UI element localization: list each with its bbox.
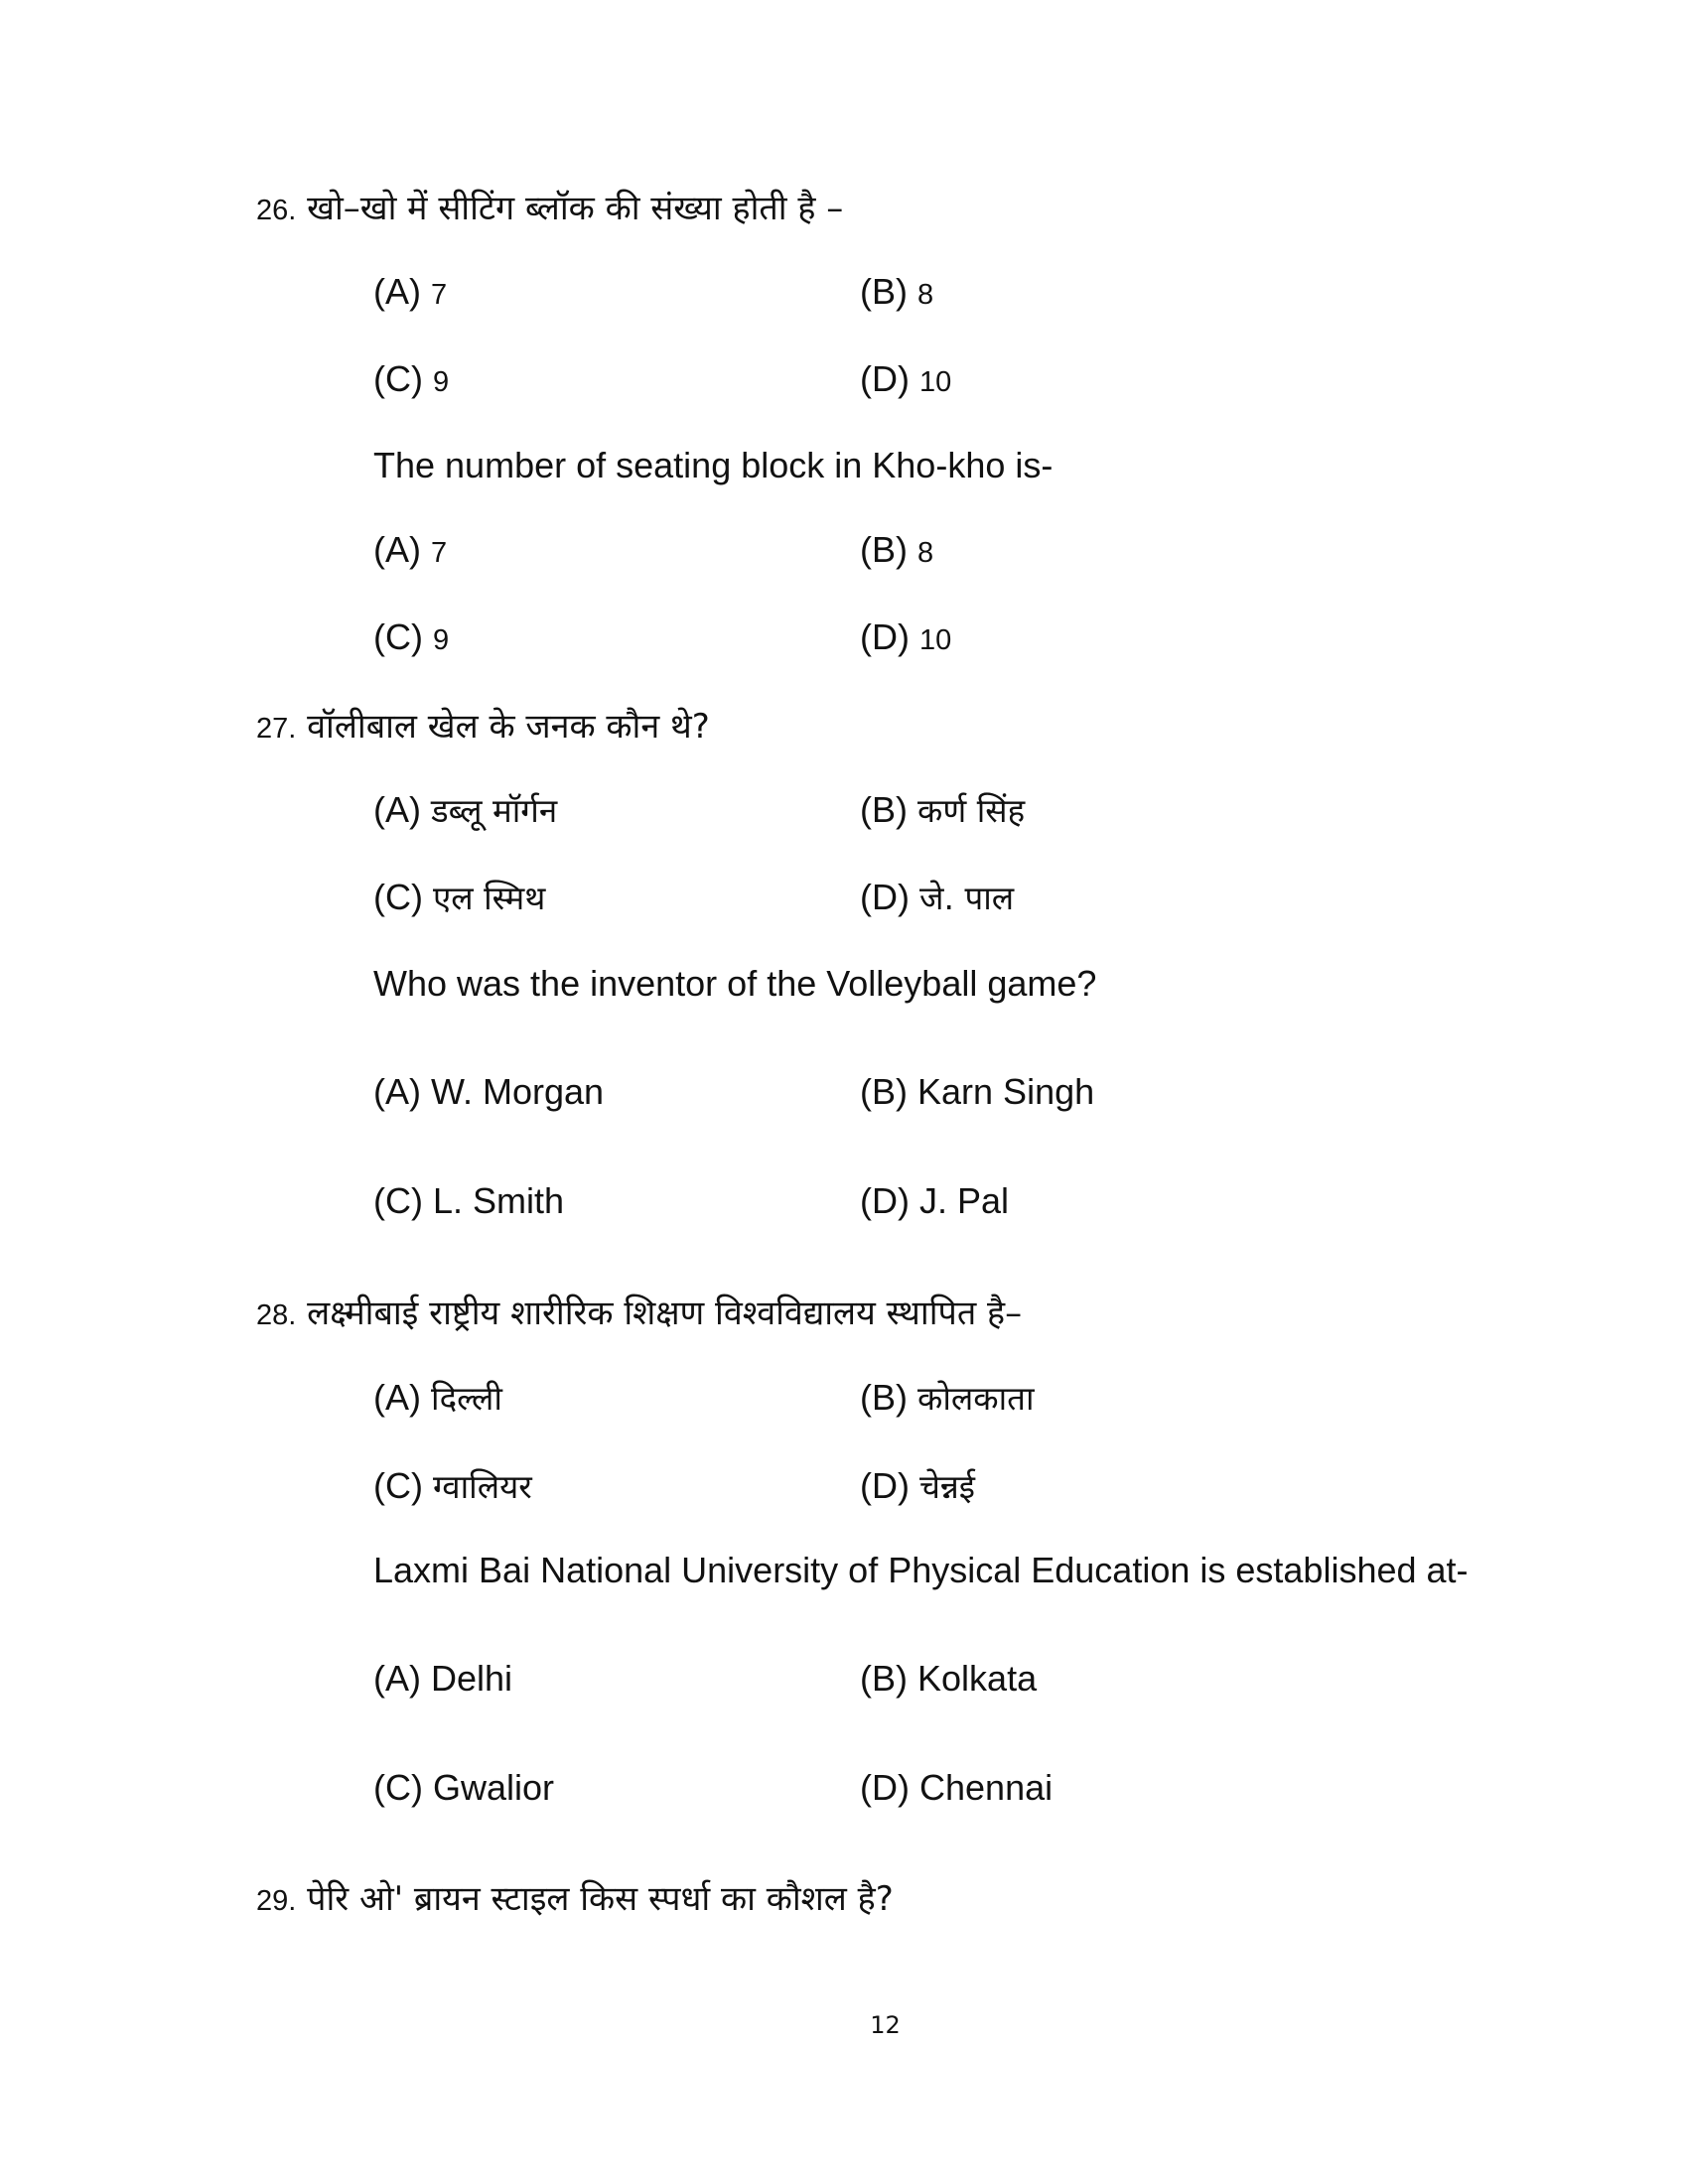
- option-text: Delhi: [431, 1658, 513, 1699]
- q26-en-option-a: [373, 529, 447, 571]
- q28-en-option-d: [860, 1767, 1053, 1809]
- option-text: 7: [431, 537, 448, 569]
- q26-hi-option-c: [373, 358, 449, 400]
- option-text: 10: [919, 366, 952, 398]
- option-label: (C): [373, 358, 423, 399]
- option-text: 7: [431, 279, 448, 311]
- question-28-english: Laxmi Bai National University of Physical Education is established at-: [373, 1550, 1469, 1590]
- option-text: 8: [917, 537, 934, 569]
- option-text: कोलकाता: [917, 1379, 1035, 1418]
- option-label: (C): [373, 1180, 423, 1221]
- q27-hi-option-c: [373, 875, 545, 919]
- q26-en-option-c: [373, 616, 449, 658]
- question-28-hindi: [256, 1289, 1022, 1334]
- option-text: डब्लू मॉर्गन: [431, 791, 558, 830]
- q27-en-option-b: [860, 1071, 1094, 1113]
- option-label: (D): [860, 1465, 910, 1506]
- option-text: Gwalior: [433, 1767, 555, 1808]
- option-text: J. Pal: [919, 1180, 1010, 1221]
- option-text: जे. पाल: [919, 879, 1015, 917]
- option-label: (C): [373, 1767, 423, 1808]
- option-label: (D): [860, 1767, 910, 1808]
- q28-hi-option-b: [860, 1375, 1035, 1420]
- option-label: (D): [860, 1180, 910, 1221]
- q28-en-option-b: [860, 1658, 1037, 1700]
- question-29-text-hi: पेरि ओ' ब्रायन स्टाइल किस स्पर्धा का कौशल है?: [307, 1879, 894, 1919]
- page-number: 12: [870, 2011, 901, 2039]
- option-label: (C): [373, 1465, 423, 1506]
- q26-en-option-b: [860, 529, 933, 571]
- q26-en-option-d: [860, 616, 951, 658]
- question-26-text-hi: खो–खो में सीटिंग ब्लॉक की संख्या होती है –: [307, 189, 844, 228]
- option-label: (B): [860, 529, 908, 570]
- option-label: (B): [860, 1377, 908, 1418]
- option-label: (B): [860, 789, 908, 830]
- option-label: (B): [860, 1658, 908, 1699]
- option-label: (A): [373, 1658, 421, 1699]
- option-label: (C): [373, 877, 423, 917]
- option-label: (B): [860, 271, 908, 312]
- option-text: Karn Singh: [917, 1071, 1095, 1112]
- option-text: चेन्नई: [919, 1467, 975, 1506]
- q27-hi-option-a: [373, 787, 557, 832]
- option-text: L. Smith: [433, 1180, 565, 1221]
- question-26-hindi: [256, 184, 843, 229]
- question-29-number: 29.: [256, 1885, 297, 1917]
- option-label: (B): [860, 1071, 908, 1112]
- option-label: (A): [373, 529, 421, 570]
- question-27-hindi: [256, 702, 710, 748]
- option-text: कर्ण सिंह: [917, 791, 1026, 830]
- question-27-number: 27.: [256, 713, 297, 745]
- question-26-english: The number of seating block in Kho-kho is-: [373, 445, 1054, 485]
- q27-hi-option-b: [860, 787, 1025, 832]
- option-text: Chennai: [919, 1767, 1054, 1808]
- question-26-number: 26.: [256, 195, 297, 226]
- option-text: 9: [433, 624, 450, 656]
- question-27-text-hi: वॉलीबाल खेल के जनक कौन थे?: [307, 707, 710, 747]
- question-27-english: Who was the inventor of the Volleyball game?: [373, 963, 1097, 1004]
- option-text: 9: [433, 366, 450, 398]
- option-text: 8: [917, 279, 934, 311]
- option-label: (A): [373, 1377, 421, 1418]
- option-label: (D): [860, 616, 910, 657]
- q28-en-option-c: [373, 1767, 554, 1809]
- option-label: (A): [373, 1071, 421, 1112]
- question-28-number: 28.: [256, 1299, 297, 1331]
- option-label: (D): [860, 358, 910, 399]
- option-text: ग्वालियर: [433, 1467, 532, 1506]
- option-text: Kolkata: [917, 1658, 1038, 1699]
- q27-en-option-d: [860, 1180, 1009, 1222]
- option-text: W. Morgan: [431, 1071, 605, 1112]
- q27-en-option-a: [373, 1071, 604, 1113]
- option-label: (C): [373, 616, 423, 657]
- q28-hi-option-d: [860, 1463, 975, 1508]
- q28-en-option-a: [373, 1658, 512, 1700]
- q27-en-option-c: [373, 1180, 564, 1222]
- q26-hi-option-b: [860, 271, 933, 313]
- q28-hi-option-c: [373, 1463, 532, 1508]
- option-text: 10: [919, 624, 952, 656]
- option-text: एल स्मिथ: [433, 879, 546, 917]
- q28-hi-option-a: [373, 1375, 502, 1420]
- q27-hi-option-d: [860, 875, 1014, 919]
- option-label: (D): [860, 877, 910, 917]
- q26-hi-option-a: [373, 271, 447, 313]
- question-28-text-hi: लक्ष्मीबाई राष्ट्रीय शारीरिक शिक्षण विश्वविद्यालय स्थापित है–: [307, 1294, 1023, 1333]
- option-label: (A): [373, 789, 421, 830]
- option-label: (A): [373, 271, 421, 312]
- option-text: दिल्ली: [431, 1379, 502, 1418]
- question-29-hindi: [256, 1874, 894, 1920]
- q26-hi-option-d: [860, 358, 951, 400]
